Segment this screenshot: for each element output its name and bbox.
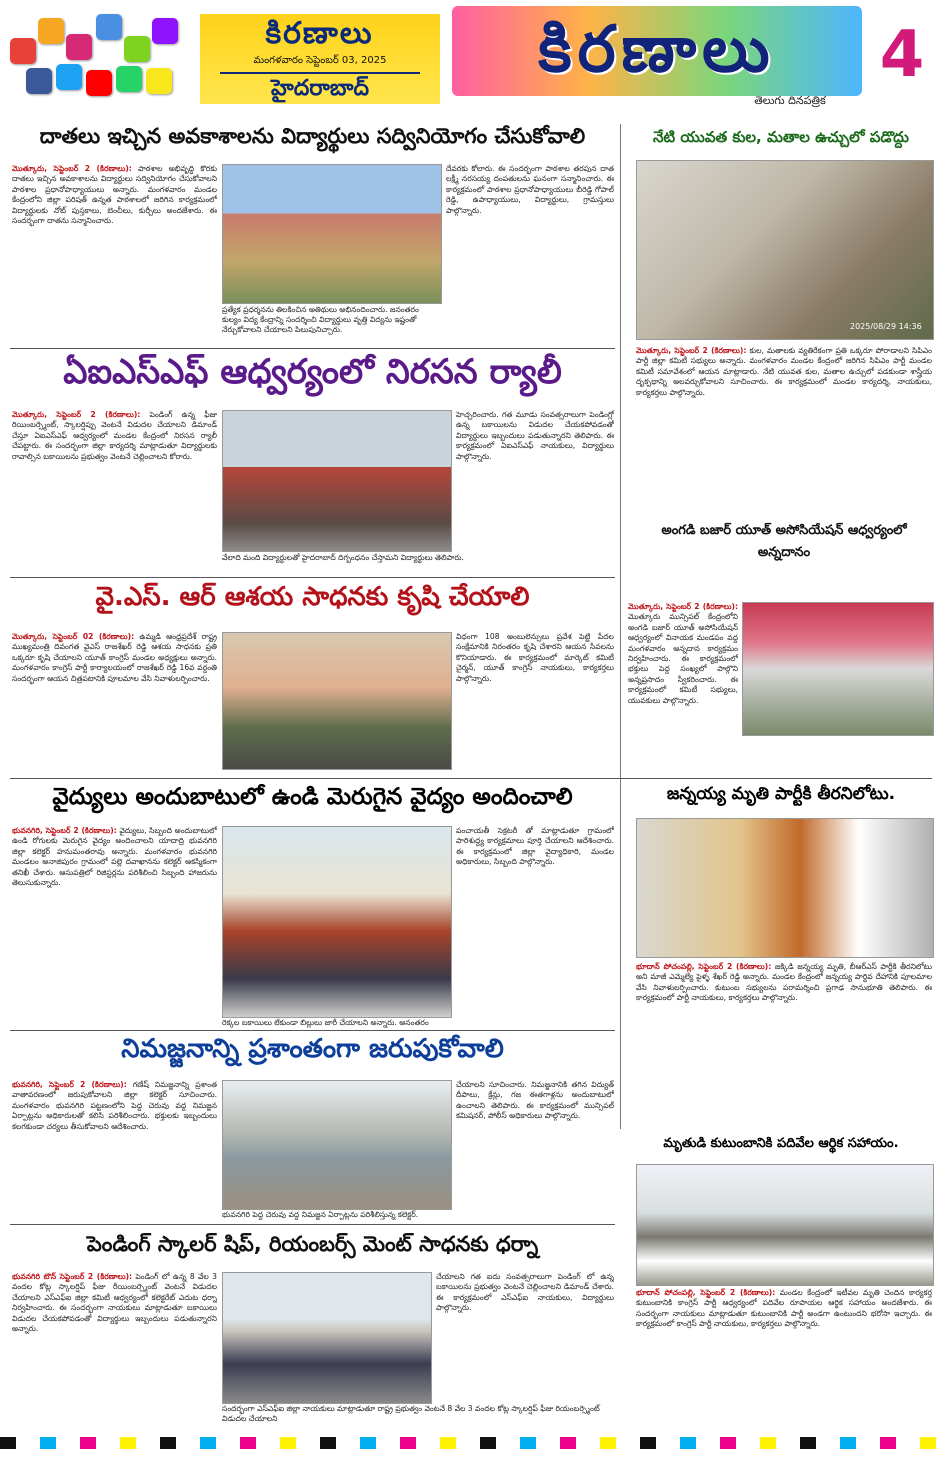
headline-financial-help: మృతుడి కుటుంబానికి పదివేల ఆర్థిక సహాయం. (663, 1136, 899, 1151)
headline-dharna: పెండింగ్ స్కాలర్ షిప్, రియంబర్స్ మెంట్ సాధనకు ధర్నా (86, 1232, 539, 1256)
page-number: 4 (879, 18, 925, 92)
dateline: భువనగిరి టౌన్ సెప్టెంబర్ 2 (కిరణాలు): (12, 1272, 133, 1281)
headline-youth: నేటి యువత కుల, మతాల ఉచ్చులో పడొద్దు (653, 128, 909, 146)
article-body: చేయాలని గత ఐదు సంవత్సరాలుగా పెండింగ్ లో ఉన్న బకాయిలను ప్రభుత్వం వెంటనే చెల్లించాలని డిమాండ్ చేశారు. ఈ కార్యక్రమంలో ఎస్ఎఫ్ఐ నాయకులు, విద్యార్థులు పాల్గొన్నారు. (436, 1272, 614, 1313)
headline-donors: దాతలు ఇచ్చిన అవకాశాలను విద్యార్థులు సద్వినియోగం చేసుకోవాలి (39, 124, 586, 148)
dateline: భూదాన్ పోచంపల్లి, సెప్టెంబర్ 2 (కిరణాలు): (636, 1288, 776, 1297)
photo-caption: ప్రత్యేక ప్రధర్శనను తిలకించిన అతిథులు అభినందించారు. జనంతరం కుల్యం విద్య కేంద్రాన్ని సందర్శించి విద్యార్థులు వృత్తి విద్యను ఇష్టంతో నేర్చుకోవాలని చేయాలని పిలుపునిచ్చారు. (222, 305, 419, 334)
annadanam-photo (742, 602, 934, 736)
social-cube-icon (96, 14, 122, 40)
social-media-icons-graphic (6, 8, 186, 108)
tagline: తెలుగు దినపత్రిక (754, 94, 826, 107)
photo-caption: భువనగిరి పెద్ద చెరువు వద్ద నిమజ్జన ఏర్పాట్లను పరిశీలిస్తున్న కలెక్టర్. (222, 1210, 419, 1219)
twitter-cube-icon (56, 64, 82, 90)
dateline: భువనగిరి, సెప్టెంబర్ 2 (కిరణాలు): (12, 1080, 127, 1089)
article-body (12, 1080, 217, 1220)
dateline: భువనగిరి, సెప్టెంబర్ 2 (కిరణాలు): (12, 826, 117, 835)
headline-angadi: అంగడి బజార్ యూత్ అసోసియేషన్ ఆధ్వర్యంలో అన్నదానం (661, 523, 907, 560)
photo-timestamp: 2025/08/29 14:36 (850, 322, 922, 331)
article-text: గణేష్ నిమజ్జనాన్ని ప్రశాంత వాతావరణంలో జరుపుకోవాలని జిల్లా కలెక్టర్ సూచించారు. మంగళవారం భువనగిరి పట్టణంలోని పెద్ద చెరువు వద్ద నిమజ్జన ఏర్పాట్లను అధికారులతో కలిసి పరిశీలించారు. భక్తులకు ఇబ్బందులు కలగకుండా చర్యలు తీసుకోవాలని ఆదేశించారు. (12, 1080, 217, 1131)
article-body: పంచాయతీ సెక్రటరీ తో మాట్లాడుతూ గ్రామంలో పారిశుద్ధ్య కార్యక్రమాలు పూర్తి చేయాలని ఆదేశించారు. ఈ కార్యక్రమంలో జిల్లా వైద్యాధికారి, మండల అధికారులు, సిబ్బంది పాల్గొన్నారు. (456, 826, 614, 867)
social-cube-icon (124, 36, 150, 62)
divider (10, 1030, 615, 1031)
ysr-tribute-photo (222, 632, 452, 770)
article-body (628, 602, 738, 777)
divider (10, 577, 615, 578)
financial-help-photo (636, 1164, 934, 1286)
article-text: పెండింగ్ ఉన్న ఫీజు రియింబర్స్మెంట్, స్కాలర్షిప్పు వెంటనే విడుదల చేయాలని డిమాండ్ చేస్తూ ఏఐఎస్ఎఫ్ ఆధ్వర్యంలో మండల కేంద్రంలో నిరసన ర్యాలీ చేపట్టారు. ఈ సందర్భంగా జిల్లా కార్యదర్శి మాట్లాడుతూ విద్యార్థులకు రావాల్సిన బకాయిలను ప్రభుత్వం వెంటనే చెల్లించాలని కోరారు. (12, 410, 217, 461)
article-body (636, 962, 932, 1130)
dateline: మెుత్కూరు, సెప్టెంబర్ 2 (కిరణాలు): (12, 164, 132, 173)
issue-date: మంగళవారం సెప్టెంబర్ 03, 2025 (253, 55, 387, 66)
column-divider (620, 124, 621, 1129)
article-body (12, 826, 217, 1026)
divider (10, 1224, 615, 1225)
divider (10, 348, 615, 349)
social-cube-icon (10, 38, 36, 64)
dateline: మెుత్కూరు, సెప్టెంబర్ 2 (కిరణాలు): (12, 410, 141, 419)
dharna-photo (222, 1272, 432, 1404)
divider (10, 778, 932, 779)
facebook-cube-icon (26, 68, 52, 94)
article-body (12, 410, 217, 570)
social-cube-icon (152, 18, 178, 44)
brand-logo (452, 6, 862, 96)
headline-immersion: నిమజ్జనాన్ని ప్రశాంతంగా జరుపుకోవాలి (121, 1034, 504, 1064)
masthead (0, 0, 945, 118)
article-text: వైద్యులు, సిబ్బంది అందుబాటులో ఉండి రోగులకు మెరుగైన వైద్యం అందించాలని యాదాద్రి భువనగిరి జిల్లా కలెక్టర్ హనుమంతరావు అన్నారు. మంగళవారం భువనగిరి మండలం అనాజిపురం గ్రామంలో పల్లె దవాఖానను కలెక్టర్ ఆకస్మికంగా తనిఖీ చేశారు. ఆసుపత్రిలో రిజిస్టర్లను పరిశీలించి సిబ్బంది హాజరును తెలుసుకున్నారు. (12, 826, 217, 888)
article-body (12, 164, 217, 347)
dateline: మెుత్కూరు, సెప్టెంబర్ 2 (కిరణాలు): (628, 602, 738, 611)
dateline: భూదాన్ పోచంపల్లి, సెప్టెంబర్ 2 (కిరణాలు): (636, 962, 772, 971)
dateline: మెుత్కూరు, సెప్టెంబర్ 02 (కిరణాలు): (12, 632, 135, 641)
edition-city: హైదరాబాద్ (220, 72, 420, 106)
headline-ysr: వై.ఎస్. ఆర్ ఆశయ సాధనకు కృషి చేయాలి (95, 582, 530, 612)
donors-photo (222, 164, 442, 304)
article-text: ఉమ్మడి ఆంధ్రప్రదేశ్ రాష్ట్ర ముఖ్యమంత్రి దివంగత వైఎస్ రాజశేఖర్ రెడ్డి ఆశయ సాధనకు ప్రతి ఒక్కరూ కృషి చేయాలని యూత్ కాంగ్రెస్ మండల అధ్యక్షులు అన్నారు. మంగళవారం కాంగ్రెస్ పార్టీ కార్యాలయంలో రాజశేఖర్ రెడ్డి 16వ వర్ధంతి సందర్భంగా ఆయన చిత్రపటానికి పూలమాల వేసి నివాళులర్పించారు. (12, 632, 217, 683)
article-body: విధంగా 108 అంబులెన్సులు ప్రవేశ పెట్టి పేదల సంక్షేమానికి నిరంతరం కృషి చేశారని ఆయన సేవలను కొనియాడారు. ఈ కార్యక్రమంలో మార్కెట్ కమిటీ చైర్మన్, యూత్ కాంగ్రెస్ నాయకులు, కార్యకర్తలు పాల్గొన్నారు. (456, 632, 614, 683)
headline-doctors: వైద్యులు అందుబాటులో ఉండి మెరుగైన వైద్యం అందించాలి (52, 784, 573, 810)
youtube-cube-icon (86, 70, 112, 96)
article-body: దేవరకు కోలారు. ఈ సందర్భంగా పాఠశాల తరపున దాత లక్ష్మీ నరసయ్య దంపతులను ఘనంగా సన్మానించారు. ఈ కార్యక్రమంలో పాఠశాల ప్రధానోపాధ్యాయులు బీరెడ్డి గోపాల్ రెడ్డి, ఉపాధ్యాయులు, విద్యార్థులు, గ్రామస్తులు పాల్గొన్నారు. (446, 164, 614, 215)
print-color-bar (0, 1437, 945, 1449)
article-body (636, 346, 932, 506)
doctors-inspection-photo (222, 826, 452, 1018)
headline-aisf: ఏఐఎస్ఎఫ్ ఆధ్వర్యంలో నిరసన ర్యాలీ (63, 352, 562, 392)
article-text: కుల, మతాలకు వ్యతిరేకంగా ప్రతి ఒక్కరూ పోరాడాలని సిపిఎం పార్టీ జిల్లా కమిటీ సభ్యులు అన్నారు. మంగళవారం మండల కేంద్రంలో జరిగిన సిపిఎం పార్టీ మండల కమిటీ సమావేశంలో ఆయన మాట్లాడారు. నేటి యువత కుల, మతాల ఉచ్చులో పడకుండా శాస్త్రీయ దృక్పథాన్ని అలవర్చుకోవాలని సూచించారు. ఈ కార్యక్రమంలో మండల కార్యదర్శి, నాయకులు, కార్యకర్తలు పాల్గొన్నారు. (636, 346, 932, 397)
brand-logo-text: కిరణాలు (538, 13, 776, 87)
article-text: జక్కిడి జన్నయ్య మృతి, బీఆర్ఎస్ పార్టీకి తీరనిలోటు అని మాజీ ఎమ్మెల్యే పైళ్ళ శేఖర్ రెడ్డి అన్నారు. మండల కేంద్రంలో జన్నయ్య పార్థివ దేహానికి పూలమాల వేసి నివాళులర్పించారు. కుటుంబ సభ్యులను పరామర్శించి ప్రగాఢ సానుభూతి తెలిపారు. ఈ కార్యక్రమంలో పార్టీ నాయకులు, కార్యకర్తలు పాల్గొన్నారు. (636, 962, 932, 1003)
article-body: చేయాలని సూచించారు. నిమజ్జనానికి తగిన విద్యుత్ దీపాలు, క్రేన్లు, గజ ఈతగాళ్లను అందుబాటులో ఉంచాలని తెలిపారు. ఈ కార్యక్రమంలో మున్సిపల్ కమిషనర్, పోలీస్ అధికారులు పాల్గొన్నారు. (456, 1080, 614, 1121)
social-cube-icon (146, 68, 172, 94)
aisf-rally-photo (222, 410, 452, 552)
social-cube-icon (38, 18, 64, 44)
youth-meeting-photo (636, 160, 934, 340)
brand-small: కిరణాలు (265, 16, 374, 51)
dateline: మెుత్కూరు, సెప్టెంబర్ 2 (కిరణాలు): (636, 346, 747, 355)
article-text: పాఠశాల అభివృద్ధి కొరకు దాతలు ఇచ్చిన అవకాశాలను విద్యార్థులు సద్వినియోగం చేసుకోవాలని పాఠశాల ప్రధానోపాధ్యాయులు అన్నారు. మంగళవారం మండల కేంద్రంలోని జిల్లా పరిషత్ ఉన్నత పాఠశాలలో జరిగిన కార్యక్రమంలో విద్యార్థులకు నోట్ పుస్తకాలు, బెంచీలు, కుర్చీలు అందజేశారు. ఈ సందర్భంగా దాతను సన్మానించారు. (12, 164, 217, 226)
instagram-cube-icon (66, 34, 92, 60)
photo-caption: వేలాది మంది విద్యార్థులతో హైదరాబాద్ దిగ్బంధనం చేస్తామని విద్యార్థులు తెలిపారు. (222, 553, 464, 562)
article-body (12, 632, 217, 772)
photo-caption: రెక్కల బకాయిలు లేకుండా బిల్లులు జారీ చేయాలని అన్నారు. అనంతరం (222, 1018, 429, 1027)
article-body (12, 1272, 217, 1434)
jannaiah-tribute-photo (636, 818, 934, 958)
article-text: మండల కేంద్రంలో ఇటీవల మృతి చెందిన కార్యకర్త కుటుంబానికి కాంగ్రెస్ పార్టీ ఆధ్వర్యంలో పదివేల రూపాయల ఆర్థిక సహాయం అందజేశారు. ఈ సందర్భంగా నాయకులు మాట్లాడుతూ కుటుంబానికి పార్టీ అండగా ఉంటుందని భరోసా ఇచ్చారు. ఈ కార్యక్రమంలో కాంగ్రెస్ పార్టీ నాయకులు, కార్యకర్తలు పాల్గొన్నారు. (636, 1288, 932, 1329)
photo-caption: సందర్భంగా ఎస్ఎఫ్ఐ జిల్లా నాయకులు మాట్లాడుతూ రాష్ట్ర ప్రభుత్వం వెంటనే 8 వేల 3 వందల కోట్ల స్కాలర్షిప్ ఫీజు రియంబర్స్మెంట్ విడుదల చేయాలని (222, 1404, 600, 1423)
article-body (636, 1288, 932, 1434)
headline-jannaiah: జన్నయ్య మృతి పార్టీకి తీరనిలోటు. (666, 784, 896, 804)
article-text: మెుత్కూరు మున్సిపల్ కేంద్రంలోని అంగడి బజార్ యూత్ అసోసియేషన్ ఆధ్వర్యంలో వినాయక మండపం వద్ద మంగళవారం అన్నదాన కార్యక్రమం నిర్వహించారు. ఈ కార్యక్రమంలో భక్తులు పెద్ద సంఖ్యలో పాల్గొని అన్నప్రసాదం స్వీకరించారు. ఈ కార్యక్రమంలో కమిటీ సభ్యులు, యువకులు పాల్గొన్నారు. (628, 612, 738, 705)
article-text: పెండింగ్ లో ఉన్న 8 వేల 3 వందల కోట్ల స్కాలర్షిప్ ఫీజు రీయింబర్స్మెంట్ వెంటనే విడుదల చేయాలని ఎస్ఎఫ్ఐ జిల్లా కమిటీ ఆధ్వర్యంలో కలెక్టరేట్ ఎదుట ధర్నా నిర్వహించారు. ఈ సందర్భంగా నాయకులు మాట్లాడుతూ బకాయిలు విడుదల చేయకపోవడంతో విద్యార్థులు ఇబ్బందులు పడుతున్నారని అన్నారు. (12, 1272, 217, 1334)
whatsapp-cube-icon (116, 66, 142, 92)
immersion-lake-photo (222, 1080, 452, 1210)
article-body: హెచ్చరించారు. గత మూడు సంవత్సరాలుగా పెండింగ్లో ఉన్న బకాయిలను విడుదల చేయకపోవడంతో విద్యార్థులు ఇబ్బందులు పడుతున్నారని తెలిపారు. ఈ కార్యక్రమంలో ఏఐఎస్ఎఫ్ నాయకులు, విద్యార్థులు పాల్గొన్నారు. (456, 410, 614, 461)
